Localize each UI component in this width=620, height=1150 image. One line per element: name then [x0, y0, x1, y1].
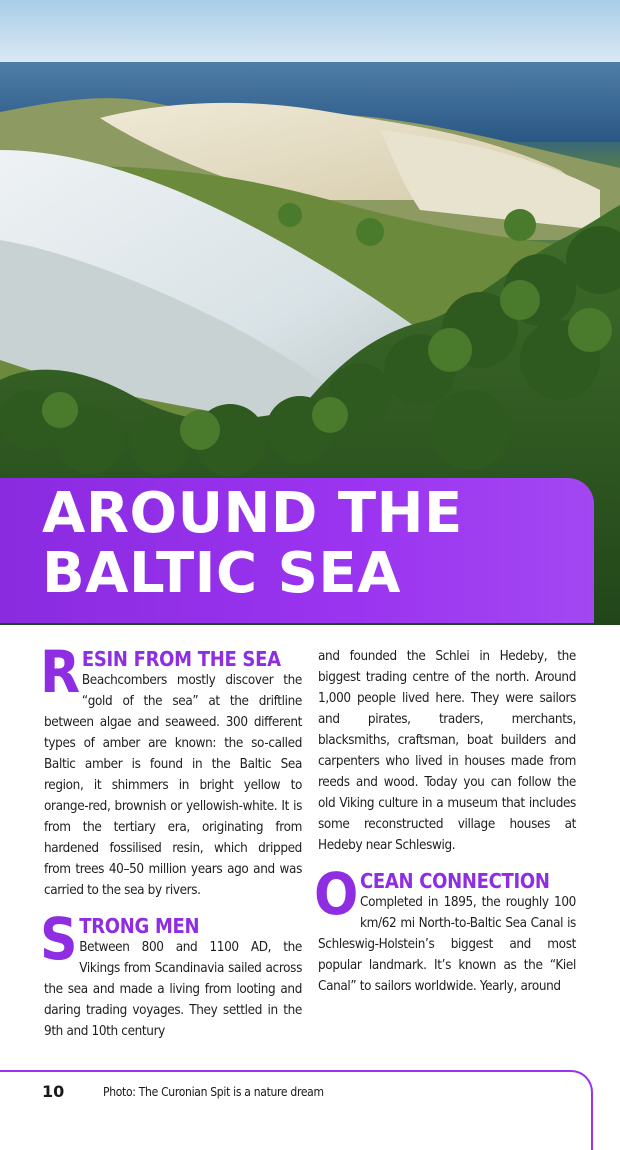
section-heading-strong-men: TRONG MEN: [79, 914, 200, 938]
left-column: [40, 638, 302, 1056]
section-resin: [40, 638, 302, 901]
section-text-ocean: Completed in 1895, the roughly 100 km/62 mi North-to-Baltic Sea Canal is Schleswig-Holstein’s biggest and most popular landmark. It’s known as the “Kiel Canal” to sailors worldwide. Yearly, around: [318, 895, 576, 994]
section-text-continuation: and founded the Schlei in Hedeby, the biggest trading centre of the north. Around 1,000 people lived here. They were sailors and pirates, traders, merchants, blacksmiths, craftsman, boat builders and carpenters who lived in houses made from reeds and wood. Today you can follow the old Viking culture in a museum that includes some reconstructed village houses at Hedeby near Schleswig.: [318, 649, 576, 853]
photo-caption: Photo: The Curonian Spit is a nature dream: [103, 1085, 324, 1099]
section-heading-resin: ESIN FROM THE SEA: [81, 647, 281, 671]
dropcap-o: O: [314, 860, 358, 928]
footer-frame: [0, 1070, 593, 1150]
dropcap-s: S: [40, 905, 78, 973]
right-column: [314, 646, 576, 1011]
dropcap-r: R: [40, 638, 80, 706]
section-strong-men: [40, 905, 302, 1042]
section-text-resin: Beachcombers mostly discover the “gold of the sea” at the driftline between algae and seaweed. 300 different types of amber are known: the so-called Baltic amber is found in the Baltic Sea region, it shimmers in bright yellow to orange-red, brownish or yellowish-white. It is from the tertiary era, originating from hardened fossilised resin, which dripped from trees 40–50 million years ago and was carried to the sea by rivers.: [44, 673, 302, 898]
section-text-strong-men: Between 800 and 1100 AD, the Vikings from Scandinavia sailed across the sea and made a living from looting and daring trading voyages. They settled in the 9th and 10th century: [44, 940, 302, 1039]
section-heading-ocean: CEAN CONNECTION: [360, 869, 550, 893]
chapter-title-line-1: AROUND THE: [42, 481, 463, 546]
chapter-title-line-2: BALTIC SEA: [42, 541, 401, 606]
section-strong-men-continued: [318, 646, 576, 856]
section-ocean-connection: [314, 860, 576, 997]
chapter-title: [42, 481, 582, 606]
page-number: 10: [42, 1082, 65, 1101]
